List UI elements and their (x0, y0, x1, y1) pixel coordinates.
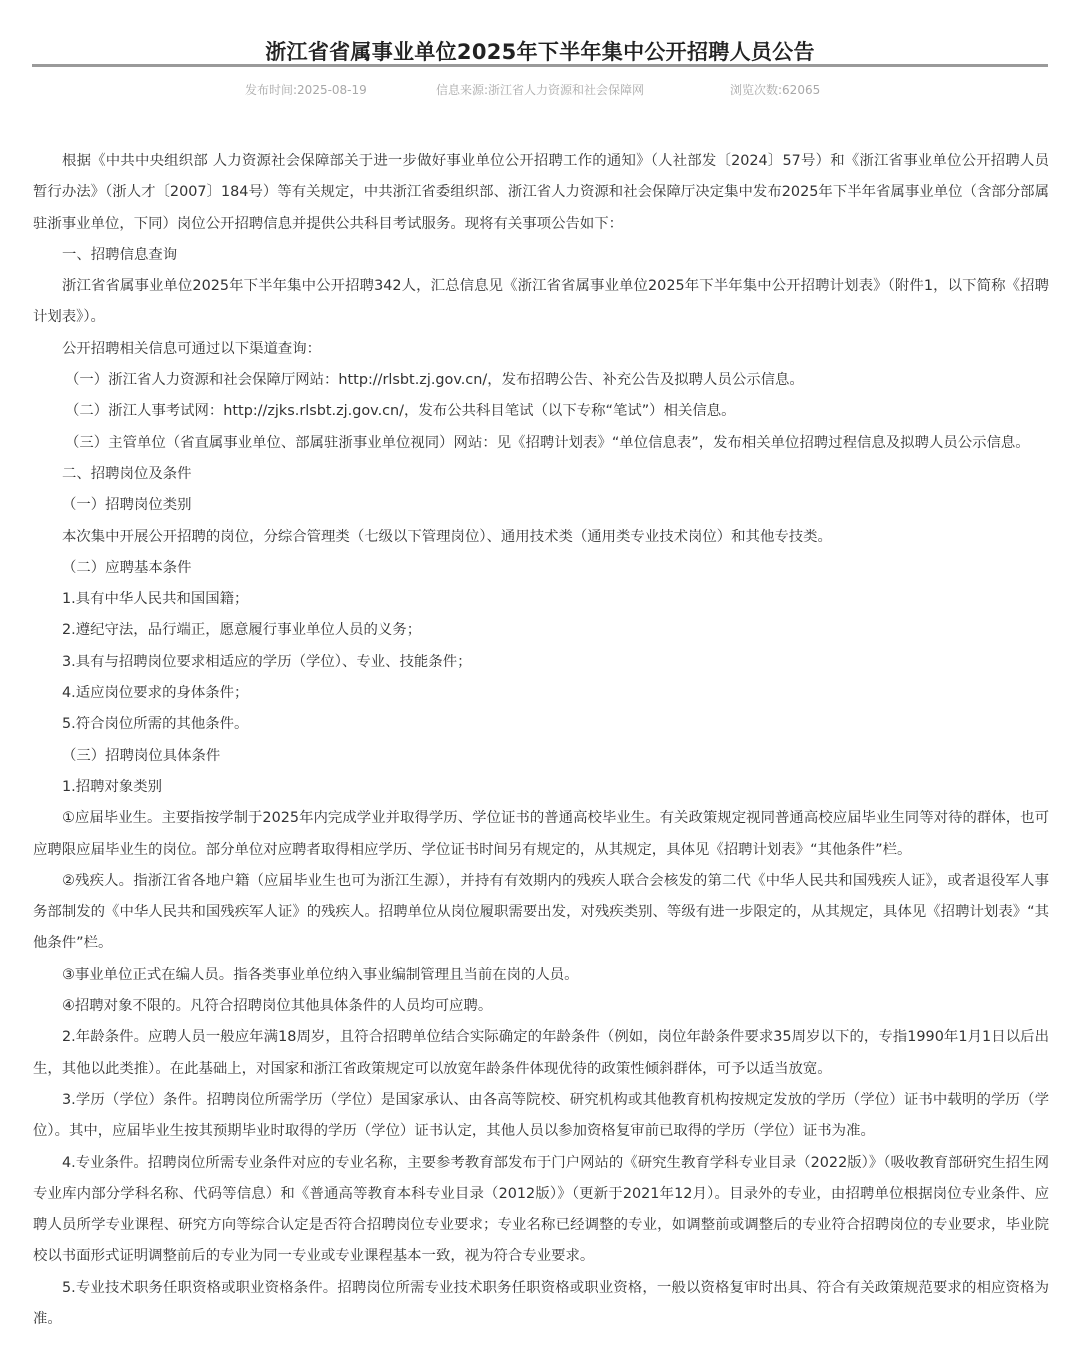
condition-item-1: 1.具有中华人民共和国国籍； (62, 591, 249, 608)
paragraph-summary: 浙江省省属事业单位2025年下半年集中公开招聘342人，汇总信息见《浙江省省属事业单位2025年下半年集中公开招聘计划表》（附件1，以下简称《招聘计划表》）。 (33, 278, 1049, 326)
article-body (33, 146, 1049, 1335)
condition-item-5: 5.符合岗位所需的其他条件。 (62, 716, 249, 733)
channel-item-3: （三）主管单位（省直属事业单位、部属驻浙事业单位视同）网站：见《招聘计划表》“单位信息表”，发布相关单位招聘过程信息及拟聘人员公示信息。 (65, 434, 1030, 451)
condition-item-3: 3.具有与招聘岗位要求相适应的学历（学位）、专业、技能条件； (62, 653, 472, 670)
view-count: 浏览次数:62065 (730, 83, 821, 97)
paragraph-intro: 根据《中共中央组织部 人力资源社会保障部关于进一步做好事业单位公开招聘工作的通知》（人社部发〔2024〕57号）和《浙江省事业单位公开招聘人员暂行办法》（浙人才〔2007〕184号）等有关规定，中共浙江省委组织部、浙江省人力资源和社会保障厅决定集中发布2025年下半年省属事业单位（含部分部属驻浙事业单位，下同）岗位公开招聘信息并提供公共科目考试服务。现将有关事项公告如下： (33, 153, 1049, 232)
category-disabled: ②残疾人。指浙江省各地户籍（应届毕业生也可为浙江生源），并持有有效期内的残疾人联合会核发的第二代《中华人民共和国残疾人证》，或者退役军人事务部制发的《中华人民共和国残疾军人证》的残疾人。招聘单位从岗位履职需要出发，对残疾类别、等级有进一步限定的，从其规定，具体见《招聘计划表》“其他条件”栏。 (33, 872, 1049, 952)
paragraph-position-types: 本次集中开展公开招聘的岗位，分综合管理类（七级以下管理岗位）、通用技术类（通用类专业技术岗位）和其他专技类。 (62, 528, 832, 545)
subheading-basic-conditions: （二）应聘基本条件 (62, 559, 192, 576)
paragraph-qualification: 5.专业技术职务任职资格或职业资格条件。招聘岗位所需专业技术职务任职资格或职业资格，一般以资格复审时出具、符合有关政策规范要求的相应资格为准。 (33, 1279, 1049, 1327)
condition-item-4: 4.适应岗位要求的身体条件； (62, 685, 249, 702)
heading-positions: 二、招聘岗位及条件 (62, 465, 192, 482)
condition-item-2: 2.遵纪守法，品行端正，愿意履行事业单位人员的义务； (62, 622, 422, 639)
paragraph-age: 2.年龄条件。应聘人员一般应年满18周岁，且符合招聘单位结合实际确定的年龄条件（例如，岗位年龄条件要求35周岁以下的，专指1990年1月1日以后出生，其他以此类推）。在此基础上，对国家和浙江省政策规定可以放宽年龄条件体现优待的政策性倾斜群体，可予以适当放宽。 (33, 1029, 1049, 1077)
paragraph-major: 4.专业条件。招聘岗位所需专业条件对应的专业名称，主要参考教育部发布于门户网站的《研究生教育学科专业目录（2022版）》（吸收教育部研究生招生网专业库内部分学科名称、代码等信息）和《普通高等教育本科专业目录（2012版）》（更新于2021年12月）。目录外的专业，由招聘单位根据岗位专业条件、应聘人员所学专业课程、研究方向等综合认定是否符合招聘岗位专业要求；专业名称已经调整的专业，如调整前或调整后的专业符合招聘岗位的专业要求，毕业院校以书面形式证明调整前后的专业为同一专业或专业课程基本一致，视为符合专业要求。 (33, 1154, 1049, 1265)
heading-recruitment-info: 一、招聘信息查询 (62, 246, 178, 263)
paragraph-channels: 公开招聘相关信息可通过以下渠道查询： (62, 340, 322, 357)
publish-date: 发布时间:2025-08-19 (245, 83, 367, 97)
category-unlimited: ④招聘对象不限的。凡符合招聘岗位其他具体条件的人员均可应聘。 (62, 998, 493, 1015)
subheading-position-types: （一）招聘岗位类别 (62, 497, 192, 514)
channel-item-1: （一）浙江省人力资源和社会保障厅网站：http://rlsbt.zj.gov.cn/，发布招聘公告、补充公告及拟聘人员公示信息。 (65, 372, 804, 389)
title-divider (32, 64, 1048, 67)
subheading-specific-conditions: （三）招聘岗位具体条件 (62, 747, 221, 764)
category-staff: ③事业单位正式在编人员。指各类事业单位纳入事业编制管理且当前在岗的人员。 (62, 966, 579, 983)
channel-item-2: （二）浙江人事考试网：http://zjks.rlsbt.zj.gov.cn/，发布公共科目笔试（以下专称“笔试”）相关信息。 (65, 403, 736, 420)
article-title: 浙江省省属事业单位2025年下半年集中公开招聘人员公告 (265, 40, 815, 65)
info-source: 信息来源:浙江省人力资源和社会保障网 (436, 83, 645, 97)
category-graduates: ①应届毕业生。主要指按学制于2025年内完成学业并取得学历、学位证书的普通高校毕业生。有关政策规定视同普通高校应届毕业生同等对待的群体，也可应聘限应届毕业生的岗位。部分单位对应聘者取得相应学历、学位证书时间另有规定的，从其规定，具体见《招聘计划表》“其他条件”栏。 (33, 810, 1049, 858)
paragraph-education: 3.学历（学位）条件。招聘岗位所需学历（学位）是国家承认、由各高等院校、研究机构或其他教育机构按规定发放的学历（学位）证书中载明的学历（学位）。其中，应届毕业生按其预期毕业时取得的学历（学位）证书认定，其他人员以参加资格复审前已取得的学历（学位）证书为准。 (33, 1091, 1049, 1140)
heading-target-categories: 1.招聘对象类别 (62, 778, 163, 795)
